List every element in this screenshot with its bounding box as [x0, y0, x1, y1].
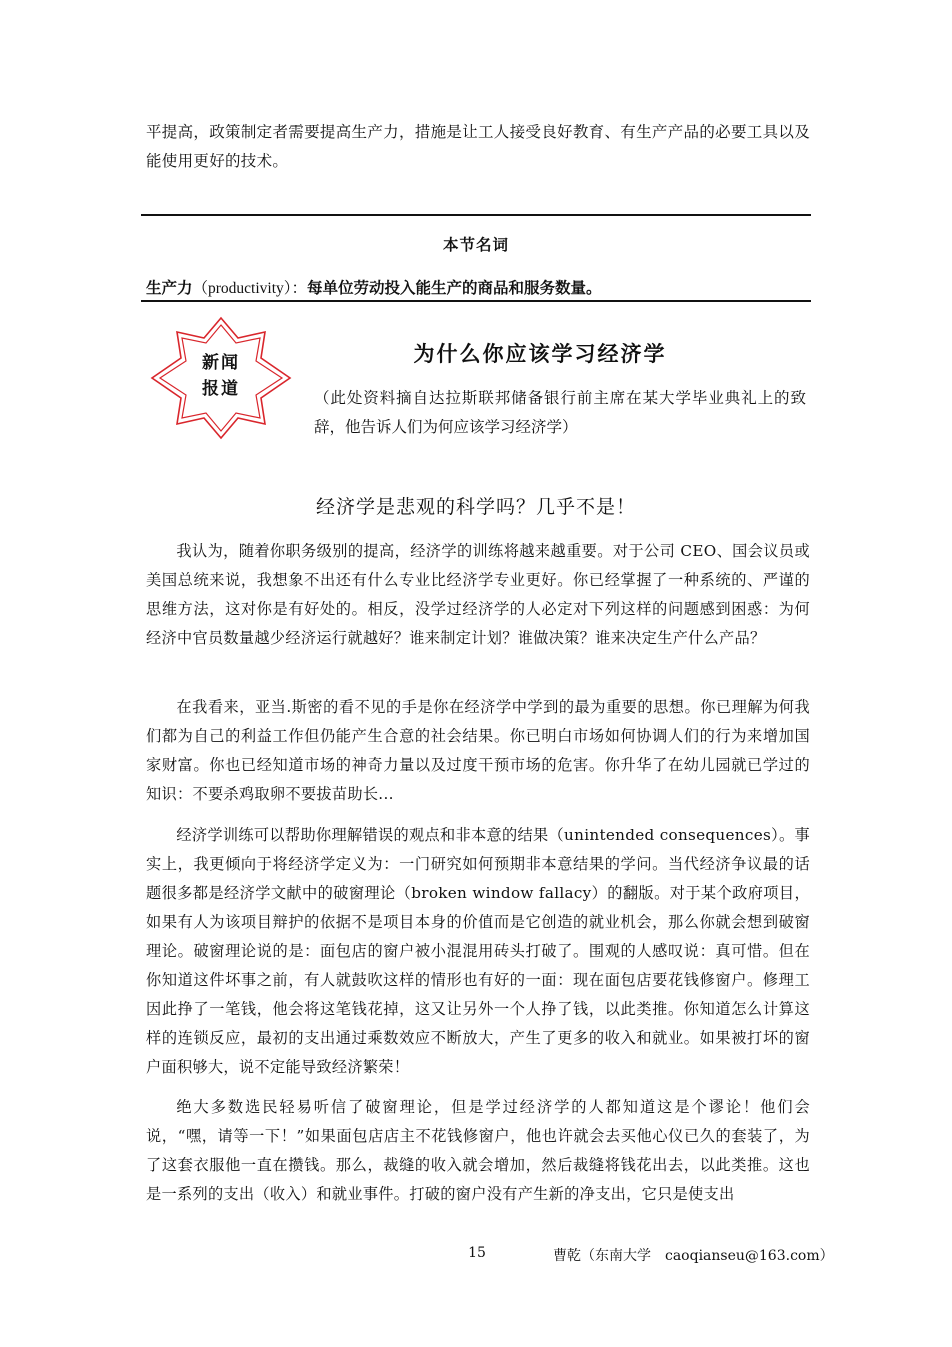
- term-definition: 每单位劳动投入能生产的商品和服务数量。: [307, 278, 602, 297]
- badge-label-line2: 报道: [202, 379, 240, 399]
- article-paragraph: 经济学训练可以帮助你理解错误的观点和非本意的结果（unintended consequences）。事实上，我更倾向于将经济学定义为：一门研究如何预期非本意结果的学问。当代经济争议最的话题很多都是经济学文献中的破窗理论（broken window fallacy）的翻版。对于某个政府项目，如果有人为该项目辩护的依据不是项目本身的价值而是它创造的就业机会，那么你就会想到破窗理论。破窗理论说的是：面包店的窗户被小混混用砖头打破了。围观的人感叹说：真可惜。但在你知道这件坏事之前，有人就鼓吹这样的情形也有好的一面：现在面包店要花钱修窗户。修理工因此挣了一笔钱，他会将这笔钱花掉，这又让另外一个人挣了钱，以此类推。你知道怎么计算这样的连锁反应，最初的支出通过乘数效应不断放大，产生了更多的收入和就业。如果被打坏的窗户面积够大，说不定能导致经济繁荣！: [146, 826, 810, 1076]
- terms-box-bottom-rule: [141, 300, 811, 302]
- terms-box-title: 本节名词: [442, 235, 509, 254]
- term-definition-line: [146, 276, 810, 298]
- news-source-note: （此处资料摘自达拉斯联邦储备银行前主席在某大学毕业典礼上的致辞，他告诉人们为何应该学习经济学）: [314, 389, 806, 436]
- intro-paragraph: 平提高，政策制定者需要提高生产力，措施是让工人接受良好教育、有生产产品的必要工具以及能使用更好的技术。: [146, 123, 810, 170]
- article-paragraph: 在我看来，亚当.斯密的看不见的手是你在经济学中学到的最为重要的思想。你已理解为何我们都为自己的利益工作但仍能产生合意的社会结果。你已明白市场如何协调人们的行为来增加国家财富。你也已经知道市场的神奇力量以及过度干预市场的危害。你升华了在幼儿园就已学过的知识：不要杀鸡取卵不要拔苗助长...: [146, 698, 810, 803]
- footer-author: 曹乾（东南大学 caoqianseu@163.com）: [553, 1248, 834, 1264]
- article-title: 经济学是悲观的科学吗？几乎不是！: [315, 496, 636, 518]
- page-number: 15: [468, 1245, 486, 1261]
- article-paragraph: 我认为，随着你职务级别的提高，经济学的训练将越来越重要。对于公司 CEO、国会议员或美国总统来说，我想象不出还有什么专业比经济学专业更好。你已经掌握了一种系统的、严谨的思维方法，这对你是有好处的。相反，没学过经济学的人必定对下列这样的问题感到困惑：为何经济中官员数量越少经济运行就越好？谁来制定计划？谁做决策？谁来决定生产什么产品？: [146, 542, 810, 647]
- badge-label: [150, 350, 292, 402]
- terms-box-top-rule: [141, 214, 811, 216]
- term-english: （productivity）：: [192, 280, 308, 297]
- news-title: 为什么你应该学习经济学: [413, 341, 667, 366]
- article-paragraph: 绝大多数选民轻易听信了破窗理论，但是学过经济学的人都知道这是个谬论！他们会说，“嘿，请等一下！”如果面包店店主不花钱修窗户，他也许就会去买他心仪已久的套装了，为了这套衣服他一直在攒钱。那么，裁缝的收入就会增加，然后裁缝将钱花出去，以此类推。这也是一系列的支出（收入）和就业事件。打破的窗户没有产生新的净支出，它只是使支出: [146, 1098, 810, 1203]
- term-name: 生产力: [146, 278, 193, 297]
- badge-label-line1: 新闻: [202, 353, 240, 373]
- news-badge: [150, 316, 292, 440]
